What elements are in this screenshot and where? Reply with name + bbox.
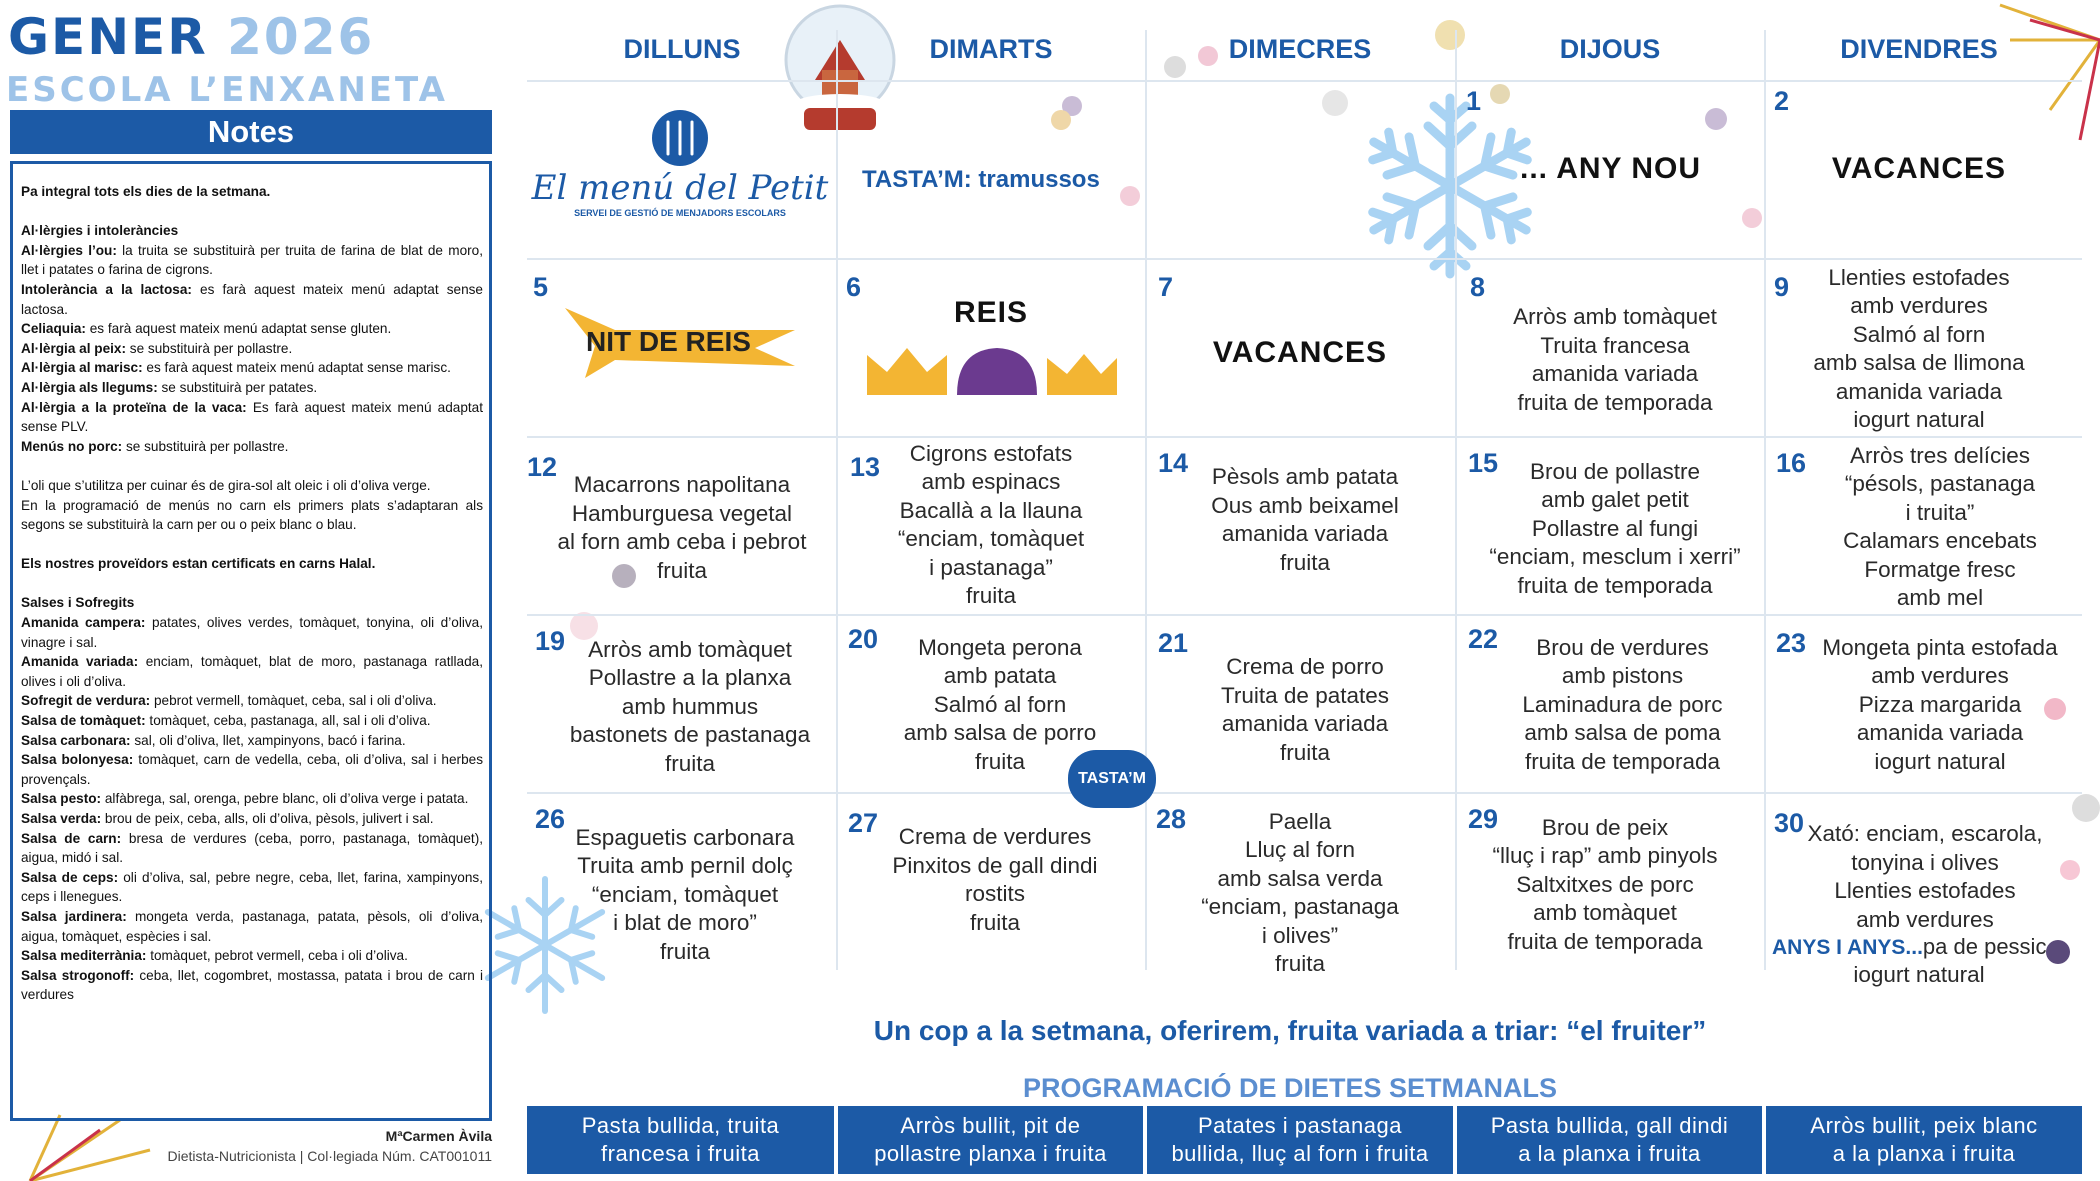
menu-cell: Xató: enciam, escarola, tonyina i olives Llenties estofades amb verdures <box>1807 821 2043 932</box>
day-number: 29 <box>1468 804 1499 834</box>
day-header-friday: DIVENDRES <box>1840 34 1998 64</box>
day-number: 26 <box>535 804 566 834</box>
note-heading: Salses i Sofregits <box>21 595 135 611</box>
confetti-dot <box>1051 110 1071 130</box>
logo-subtitle: SERVEI DE GESTIÓ DE MENJADORS ESCOLARS <box>574 208 786 218</box>
kings-day-label: REIS <box>953 296 1029 329</box>
logo <box>530 108 830 228</box>
note-heading: Al·lèrgies i intoleràncies <box>21 223 179 239</box>
day-number: 20 <box>848 624 879 654</box>
day-number: 22 <box>1468 624 1499 654</box>
sauce-item: Salsa pesto: alfàbrega, sal, orenga, pebre blanc, oli d’oliva verge i patata. <box>21 791 469 807</box>
day-number: 12 <box>527 452 558 482</box>
signature-name: MªCarmen Àvila <box>385 1128 492 1144</box>
menu-cell: Crema de verdures Pinxitos de gall dindi rostits fruita <box>892 824 1098 935</box>
menu-cell: Brou de verdures amb pistons Laminadura de porc amb salsa de poma fruita de temporada <box>1522 634 1723 774</box>
menu-cell: Arròs amb tomàquet Truita francesa amanida variada fruita de temporada <box>1513 304 1717 415</box>
sauce-item: Amanida campera: patates, olives verdes, tomàquet, tonyina, oli d’oliva, vinagre i sal. <box>21 615 483 650</box>
confetti-dot <box>2046 940 2070 964</box>
birthday-label: ANYS I ANYS...pa de pessic <box>1772 934 2047 959</box>
menu-cell: Arròs tres delícies “pésols, pastanaga i truita” Calamars encebats Formatge fresc amb mel <box>1843 442 2037 610</box>
note-item: Al·lèrgia al marisc: es farà aquest mateix menú adaptat sense marisc. <box>21 360 451 376</box>
year: 2026 <box>227 8 375 66</box>
day-number: 14 <box>1158 448 1189 478</box>
crowns-icon <box>862 340 1122 400</box>
notes-heading: Notes <box>10 110 492 154</box>
holiday-label: VACANCES <box>1212 336 1388 369</box>
menu-cell: Crema de porro Truita de patates amanida variada fruita <box>1220 654 1389 765</box>
confetti-dot <box>1322 90 1348 116</box>
sauce-item: Salsa de tomàquet: tomàquet, ceba, pastanaga, all, sal i oli d’oliva. <box>21 713 431 729</box>
note-item: Menús no porc: se substituirà per pollastre. <box>21 438 289 454</box>
snowflake-icon <box>1350 86 1550 286</box>
tastam-label: TASTA’M: tramussos <box>862 166 1100 193</box>
sauce-item: Salsa strogonoff: ceba, llet, cogombret, mostassa, patata i brou de carn i verdures <box>21 967 483 1003</box>
diets-title: PROGRAMACIÓ DE DIETES SETMANALS <box>1022 1073 1558 1103</box>
note-item: Al·lèrgies l’ou: la truita se substituirà per truita de farina de blat de moro, llet i patates o farina de cigrons. <box>21 242 483 278</box>
cutlery-logo-icon <box>648 108 712 168</box>
sauce-item: Salsa carbonara: sal, oli d’oliva, llet, xampinyons, bacó i farina. <box>21 732 406 748</box>
menu-cell: Macarrons napolitana Hamburguesa vegetal al forn amb ceba i pebrot fruita <box>557 472 807 583</box>
tastam-badge: TASTA’M <box>1068 750 1156 808</box>
note-text: L’oli que s’utilitza per cuinar és de gira-sol alt oleic i oli d’oliva verge. <box>21 477 431 493</box>
note-item: Al·lèrgia a la proteïna de la vaca: Es farà aquest mateix menú adaptat sense PLV. <box>21 399 483 435</box>
note-text: En la programació de menús no carn els primers plats s’adaptaran als segons se substituirà la carn per ou o peix blanc o blau. <box>21 497 483 533</box>
sauce-item: Salsa bolonyesa: tomàquet, carn de vedella, ceba, oli d’oliva, sal i herbes provençals. <box>21 752 483 787</box>
day-number: 5 <box>533 272 549 302</box>
menu-cell: Mongeta perona amb patata Salmó al forn amb salsa de porro fruita <box>903 634 1097 774</box>
note-item: Al·lèrgia al peix: se substituirà per pollastre. <box>21 340 293 356</box>
holiday-label: VACANCES <box>1831 152 2007 185</box>
signature-role: Dietista-Nutricionista | Col·legiada Núm. CAT001011 <box>167 1148 492 1164</box>
note-item: Al·lèrgia als llegums: se substituirà per patates. <box>21 379 318 395</box>
new-year-label: ... ANY NOU <box>1520 152 1702 185</box>
day-number: 6 <box>846 272 862 302</box>
note-text: Pa integral tots els dies de la setmana. <box>21 184 271 199</box>
day-number: 15 <box>1468 448 1499 478</box>
day-number: 30 <box>1774 808 1805 838</box>
day-number: 1 <box>1466 86 1482 116</box>
day-number: 23 <box>1776 628 1807 658</box>
menu-cell: Espaguetis carbonara Truita amb pernil dolç “enciam, tomàquet i blat de moro” fruita <box>575 824 795 964</box>
epiphany-eve-label: NIT DE REIS <box>586 326 751 357</box>
menu-cell: Cigrons estofats amb espinacs Bacallà a la llauna “enciam, tomàquet i pastanaga” fruita <box>897 440 1085 608</box>
day-number: 19 <box>535 626 566 656</box>
day-number: 9 <box>1774 272 1790 302</box>
note-item: Intolerància a la lactosa: es farà aquest mateix menú adaptat sense lactosa. <box>21 281 483 317</box>
diet-box-monday: Pasta bullida, truita francesa i fruita <box>527 1106 834 1174</box>
sauce-item: Sofregit de verdura: pebrot vermell, tomàquet, ceba, sal i oli d’oliva. <box>21 693 437 709</box>
sauce-item: Salsa verda: brou de peix, ceba, alls, oli d’oliva, pèsols, julivert i sal. <box>21 811 434 826</box>
menu-cell: Paella Lluç al forn amb salsa verda “enciam, pastanaga i olives” fruita <box>1201 808 1399 976</box>
firework-icon <box>1990 0 2100 150</box>
day-number: 8 <box>1470 272 1486 302</box>
day-header-thursday: DIJOUS <box>1559 34 1661 64</box>
page-title: GENER 2026 <box>8 8 375 66</box>
day-number: 2 <box>1774 86 1790 116</box>
diet-box-tuesday: Arròs bullit, pit de pollastre planxa i fruita <box>838 1106 1143 1174</box>
menu-cell: Llenties estofades amb verdures Salmó al forn amb salsa de llimona amanida variada iogurt natural <box>1813 264 2025 432</box>
day-number: 27 <box>848 808 879 838</box>
menu-cell: Brou de pollastre amb galet petit Pollastre al fungi “enciam, mesclum i xerri” fruita de temporada <box>1489 458 1741 598</box>
fruit-note: Un cop a la setmana, oferirem, fruita variada a triar: “el fruiter” <box>873 1015 1707 1046</box>
sauce-item: Salsa jardinera: mongeta verda, pastanaga, patata, pèsols, oli d’oliva, aigua, tomàquet, espècies i sal. <box>21 908 484 944</box>
school-name: ESCOLA L’ENXANETA <box>6 70 448 110</box>
menu-cell: Arròs amb tomàquet Pollastre a la planxa amb hummus bastonets de pastanaga fruita <box>569 636 811 776</box>
menu-cell: Mongeta pinta estofada amb verdures Pizza margarida amanida variada iogurt natural <box>1822 634 2058 774</box>
confetti-dot <box>1120 186 1140 206</box>
day-number: 28 <box>1156 804 1187 834</box>
diet-box-friday: Arròs bullit, peix blanc a la planxa i fruita <box>1766 1106 2082 1174</box>
diet-box-thursday: Pasta bullida, gall dindi a la planxa i fruita <box>1457 1106 1762 1174</box>
note-text: Els nostres proveïdors estan certificats en carns Halal. <box>21 556 376 572</box>
notes-panel <box>10 161 492 1121</box>
confetti-dot <box>1705 108 1727 130</box>
sauce-item: Salsa mediterrània: tomàquet, pebrot vermell, ceba i oli d’oliva. <box>21 948 408 964</box>
sauce-item: Salsa de ceps: oli d’oliva, sal, pebre negre, ceba, llet, farina, xampinyons, ceps i llenegues. <box>21 869 484 905</box>
note-item: Celiaquia: es farà aquest mateix menú adaptat sense gluten. <box>21 321 392 337</box>
day-header-monday: DILLUNS <box>623 34 741 64</box>
menu-item: iogurt natural <box>1853 962 1985 987</box>
confetti-dot <box>2072 794 2100 822</box>
day-header-tuesday: DIMARTS <box>929 34 1053 64</box>
confetti-dot <box>1742 208 1762 228</box>
day-number: 21 <box>1158 628 1189 658</box>
day-header-wednesday: DIMECRES <box>1228 34 1372 64</box>
menu-cell: Brou de peix “lluç i rap” amb pinyols Saltxitxes de porc amb tomàquet fruita de temporada <box>1492 814 1718 954</box>
diet-box-wednesday: Patates i pastanaga bullida, lluç al forn i fruita <box>1147 1106 1453 1174</box>
logo-text: El menú del Petit <box>531 168 829 208</box>
sauce-item: Salsa de carn: bresa de verdures (ceba, porro, pastanaga, tomàquet), aigua, midó i sal. <box>21 830 484 866</box>
day-number: 13 <box>850 452 881 482</box>
day-number: 16 <box>1776 448 1807 478</box>
menu-cell: Pèsols amb patata Ous amb beixamel amanida variada fruita <box>1211 464 1399 575</box>
sauce-item: Amanida variada: enciam, tomàquet, blat de moro, pastanaga ratllada, olives i oli d’oliva. <box>21 654 483 689</box>
day-number: 7 <box>1158 272 1174 302</box>
